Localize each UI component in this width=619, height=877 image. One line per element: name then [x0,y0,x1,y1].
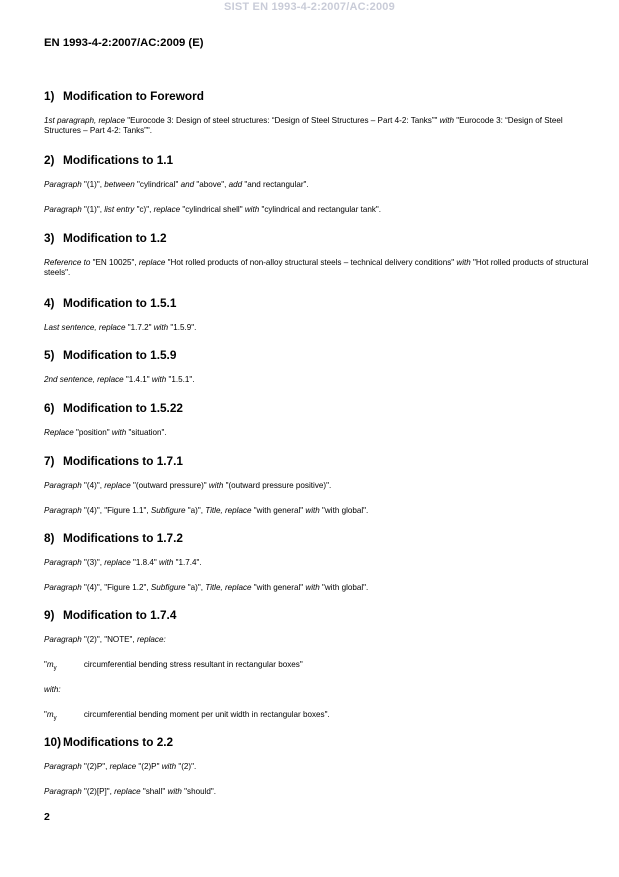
section-heading [44,531,183,545]
section-title: Modifications to 1.7.2 [63,531,183,545]
paragraph: "$m_y$ circumferential bending stress resultant in rectangular boxes" [44,660,303,672]
section-title: Modification to 1.5.9 [63,348,177,362]
paragraph: Paragraph "(4)", replace "(outward pressure)" with "(outward pressure positive)". [44,481,332,490]
paragraph: 2nd sentence, replace "1.4.1" with "1.5.1". [44,375,195,384]
math-symbol: $m_y$ [46,710,57,722]
paragraph: Paragraph "(4)", "Figure 1.1", Subfigure "a)", Title, replace "with general" with "with global". [44,506,369,515]
paragraph: with: [44,685,61,694]
section-title: Modification to 1.2 [63,231,167,245]
section-heading [44,401,183,415]
paragraph: Paragraph "(2)", "NOTE", replace: [44,635,166,644]
section-heading [44,89,204,103]
document-title: EN 1993-4-2:2007/AC:2009 (E) [44,37,204,49]
paragraph: Paragraph "(4)", "Figure 1.2", Subfigure "a)", Title, replace "with general" with "with global". [44,583,369,592]
section-heading [44,153,173,167]
section-title: Modification to Foreword [63,89,204,103]
paragraph: "$m_y$ circumferential bending moment per unit width in rectangular boxes". [44,710,330,722]
section-heading [44,296,176,310]
section-title: Modifications to 1.1 [63,153,174,167]
section-heading [44,454,183,468]
paragraph: Reference to "EN 10025", replace "Hot rolled products of non-alloy structural steels – technical delivery conditions" with "Hot rolled products of structural steels". [44,258,589,277]
paragraph: Paragraph "(2)P", replace "(2)P" with "(2)". [44,762,197,771]
page-number: 2 [44,811,50,823]
section-title: Modification to 1.7.4 [63,608,177,622]
section-heading [44,348,176,362]
math-symbol: $m_y$ [46,660,57,672]
watermark: SIST EN 1993-4-2:2007/AC:2009 [224,1,395,13]
section-number: 5) [44,348,55,362]
section-number: 2) [44,153,55,167]
section-title: Modification to 1.5.22 [63,401,183,415]
paragraph: Paragraph "(1)", list entry "c)", replace "cylindrical shell" with "cylindrical and rectangular tank". [44,205,382,214]
section-number: 7) [44,454,55,468]
section-heading [44,231,167,245]
paragraph: 1st paragraph, replace "Eurocode 3: Design of steel structures: “Design of Steel Structures – Part 4-2: Tanks”" with "Eurocode 3: “Design of Steel Structures – Part 4-2: Tanks”". [44,116,563,135]
section-number: 3) [44,231,55,245]
section-title: Modifications to 2.2 [63,735,174,749]
section-title: Modification to 1.5.1 [63,296,177,310]
paragraph: Paragraph "(2)[P]", replace "shall" with "should". [44,787,217,796]
section-number: 10) [44,735,62,749]
section-number: 1) [44,89,55,103]
section-heading [44,735,173,749]
paragraph: Paragraph "(1)", between "cylindrical" and "above", add "and rectangular". [44,180,309,189]
section-heading [44,608,176,622]
paragraph: Replace "position" with "situation". [44,428,167,437]
section-number: 9) [44,608,55,622]
section-number: 4) [44,296,55,310]
paragraph: Paragraph "(3)", replace "1.8.4" with "1.7.4". [44,558,202,567]
paragraph: Last sentence, replace "1.7.2" with "1.5.9". [44,323,197,332]
section-title: Modifications to 1.7.1 [63,454,183,468]
section-number: 8) [44,531,55,545]
section-number: 6) [44,401,55,415]
